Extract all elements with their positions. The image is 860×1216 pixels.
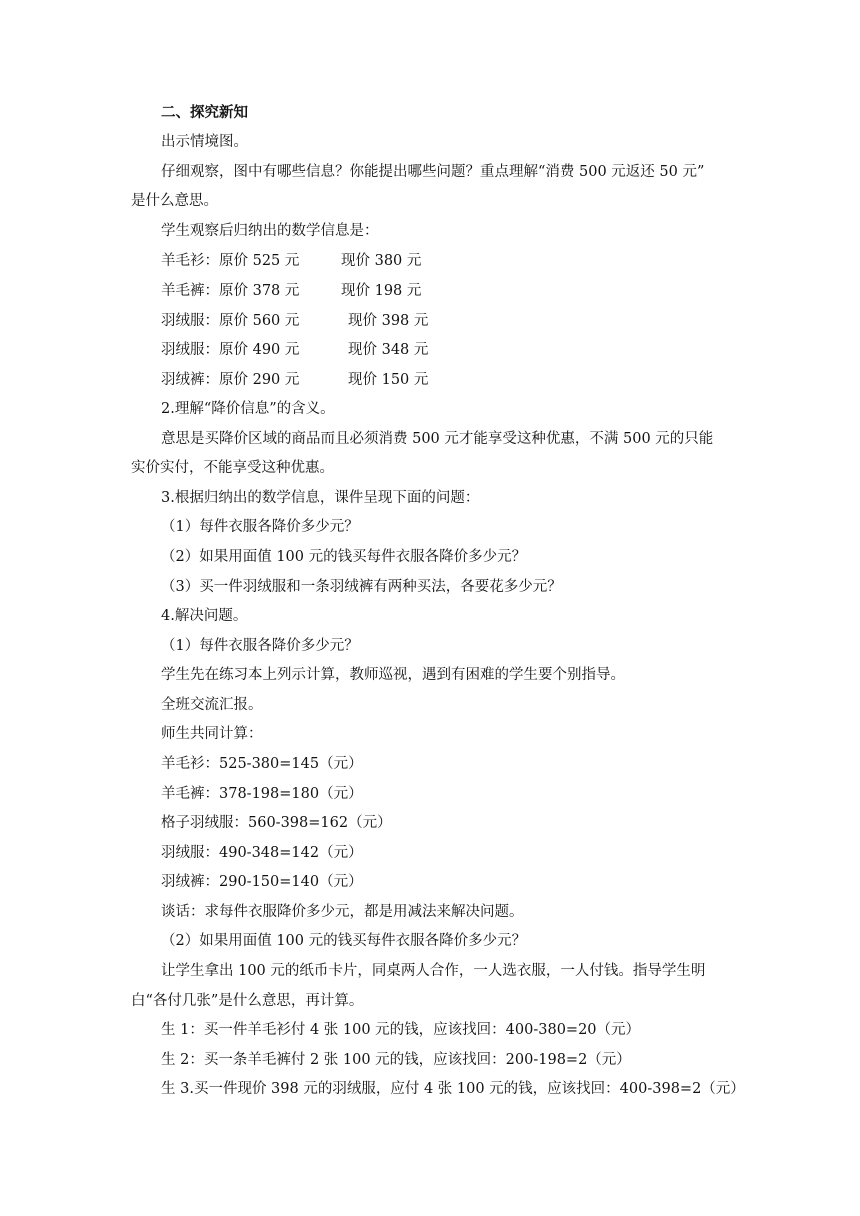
student-answer: 生 1：买一件羊毛衫付 4 张 100 元的钱，应该找回：400-380=20（元） (161, 1022, 641, 1038)
current-price: 现价 380 元 (341, 253, 422, 269)
calc-line: 格子羽绒服：560-398=162（元） (161, 815, 392, 831)
current-price: 现价 348 元 (348, 342, 429, 358)
original-price: 羊毛裤：原价 378 元 (161, 283, 300, 299)
paragraph: 学生先在练习本上列示计算，教师巡视，遇到有困难的学生要个别指导。 (161, 667, 625, 683)
paragraph: 仔细观察，图中有哪些信息？你能提出哪些问题？重点理解“消费 500 元返还 50 元” (161, 164, 705, 180)
price-row (161, 370, 428, 390)
original-price: 羽绒服：原价 560 元 (161, 313, 300, 329)
paragraph: 2.理解“降价信息”的含义。 (161, 401, 335, 417)
paragraph: 实价实付，不能享受这种优惠。 (131, 460, 334, 476)
price-row (161, 340, 428, 360)
original-price: 羽绒服：原价 490 元 (161, 342, 300, 358)
calc-line: 羊毛衫：525-380=145（元） (161, 756, 363, 772)
calc-line: 羽绒服：490-348=142（元） (161, 845, 363, 861)
paragraph: 让学生拿出 100 元的纸币卡片，同桌两人合作，一人选衣服，一人付钱。指导学生明 (161, 963, 706, 979)
question: （1）每件衣服各降价多少元？ (161, 519, 359, 535)
question: （2）如果用面值 100 元的钱买每件衣服各降价多少元？ (161, 933, 527, 949)
paragraph: 是什么意思。 (131, 193, 218, 209)
paragraph: 谈话：求每件衣服降价多少元，都是用减法来解决问题。 (161, 904, 524, 920)
question: （3）买一件羽绒服和一条羽绒裤有两种买法，各要花多少元？ (161, 579, 562, 595)
paragraph: 3.根据归纳出的数学信息，课件呈现下面的问题： (161, 490, 480, 506)
paragraph: 师生共同计算： (161, 726, 263, 742)
price-row (161, 311, 428, 331)
paragraph: 全班交流汇报。 (161, 697, 263, 713)
student-answer: 生 3.买一件现价 398 元的羽绒服，应付 4 张 100 元的钱，应该找回：400-398=2（元） (161, 1081, 745, 1097)
question: （1）每件衣服各降价多少元？ (161, 638, 359, 654)
student-answer: 生 2：买一条羊毛裤付 2 张 100 元的钱，应该找回：200-198=2（元） (161, 1052, 631, 1068)
paragraph: 白“各付几张”是什么意思，再计算。 (131, 993, 364, 1009)
current-price: 现价 198 元 (341, 283, 422, 299)
price-row (161, 251, 421, 271)
calc-line: 羽绒裤：290-150=140（元） (161, 874, 363, 890)
paragraph: 出示情境图。 (161, 134, 248, 150)
price-row (161, 281, 421, 301)
question: （2）如果用面值 100 元的钱买每件衣服各降价多少元？ (161, 549, 527, 565)
section-title: 二、探究新知 (161, 104, 248, 121)
original-price: 羽绒裤：原价 290 元 (161, 372, 300, 388)
current-price: 现价 398 元 (348, 313, 429, 329)
paragraph: 意思是买降价区域的商品而且必须消费 500 元才能享受这种优惠，不满 500 元的只能 (161, 431, 714, 447)
original-price: 羊毛衫：原价 525 元 (161, 253, 300, 269)
calc-line: 羊毛裤：378-198=180（元） (161, 786, 363, 802)
current-price: 现价 150 元 (348, 372, 429, 388)
paragraph: 学生观察后归纳出的数学信息是： (161, 223, 379, 239)
paragraph: 4.解决问题。 (161, 608, 248, 624)
